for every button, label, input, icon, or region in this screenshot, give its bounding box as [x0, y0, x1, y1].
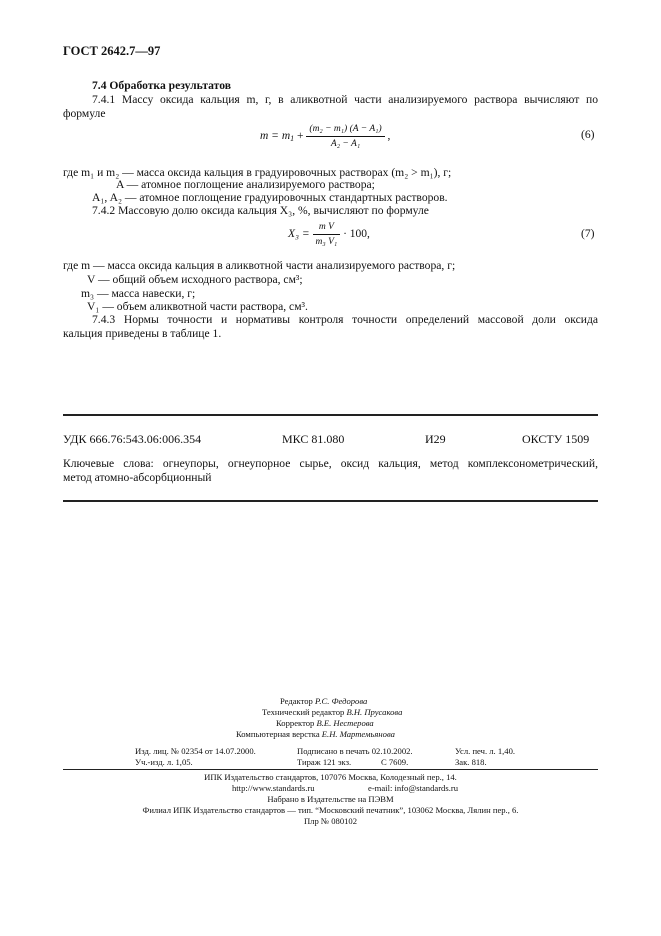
where-1-line3: A₁, A₂ — атомное поглощение градуировочных стандартных растворов. — [92, 191, 448, 204]
where-2-line3: m₃ — масса навески, г; — [81, 287, 196, 300]
where-1-line1: где m₁ и m₂ — масса оксида кальция в градуировочных растворах (m₂ > m₁), г; — [63, 166, 452, 179]
equation-6-denominator: A₂ − A₁ — [330, 139, 361, 149]
equation-7-numerator: m V — [313, 222, 341, 235]
document-code: ГОСТ 2642.7—97 — [63, 44, 161, 58]
section-heading: 7.4 Обработка результатов — [92, 79, 231, 92]
order-code-c: С 7609. — [381, 757, 409, 767]
equation-7 — [288, 222, 370, 247]
equation-6 — [260, 124, 390, 149]
udk-code: УДК 666.76:543.06:006.354 — [63, 432, 202, 446]
editor-name: Р.С. Федорова — [315, 696, 368, 706]
print-run: Тираж 121 экз. — [297, 757, 352, 767]
where-2-line1: где m — масса оксида кальция в аликвотной части анализируемого раствора, г; — [63, 259, 456, 272]
paragraph-7-4-1-line1: 7.4.1 Массу оксида кальция m, г, в аликвотной части анализируемого раствора вычисляют по — [92, 93, 598, 106]
tech-editor-role: Технический редактор — [262, 707, 345, 717]
typeset-note: Набрано в Издательстве на ПЭВМ — [267, 794, 394, 804]
mks-code: МКС 81.080 — [282, 432, 345, 446]
imprint-tech-editor — [262, 707, 402, 718]
paragraph-7-4-3-line1: 7.4.3 Нормы точности и нормативы контроля точности определений массовой доли оксида — [92, 313, 598, 326]
imprint-rule — [63, 769, 598, 770]
equation-6-lhs: m = m — [260, 130, 291, 143]
where-1-line2: A — атомное поглощение анализируемого раствора; — [116, 178, 375, 191]
publisher-sheets: Уч.-изд. л. 1,05. — [135, 757, 193, 767]
proofreader-name: В.Е. Нестерова — [316, 718, 374, 728]
publisher-email[interactable]: e-mail: info@standards.ru — [368, 783, 459, 793]
where-2-line2: V — общий объем исходного раствора, см³; — [87, 273, 303, 286]
equation-7-number: (7) — [581, 227, 595, 240]
equation-6-plus: + — [297, 130, 304, 143]
equation-6-number: (6) — [581, 128, 595, 141]
equation-7-fraction — [313, 222, 341, 247]
print-sheets: Усл. печ. л. 1,40. — [455, 746, 516, 756]
equation-6-lhs-sub: 1 — [290, 134, 295, 144]
paragraph-7-4-3-line2: кальция приведены в таблице 1. — [63, 327, 222, 340]
publisher-website[interactable]: http://www.standards.ru — [232, 783, 315, 793]
group-code: И29 — [425, 432, 446, 446]
signed-to-print: Подписано в печать 02.10.2002. — [297, 746, 413, 756]
paragraph-7-4-1-line2: формуле — [63, 107, 106, 120]
branch-address: Филиал ИПК Издательство стандартов — тип. “Московский печатник”, 103062 Москва, Лялин пер., 6. — [142, 805, 519, 815]
proofreader-role: Корректор — [276, 718, 315, 728]
tech-editor-name: В.Н. Прусакова — [346, 707, 403, 717]
equation-7-tail: · 100, — [343, 228, 370, 241]
equation-7-denominator: m₃ V₁ — [315, 237, 338, 247]
publisher-address: ИПК Издательство стандартов, 107076 Москва, Колодезный пер., 14. — [204, 772, 457, 782]
layout-role: Компьютерная верстка — [236, 729, 320, 739]
equation-7-lhs: X₃ = — [288, 228, 310, 241]
keywords-line1: Ключевые слова: огнеупоры, огнеупорное сырье, оксид кальция, метод комплексонометрический, — [63, 457, 598, 470]
bottom-rule — [63, 500, 598, 502]
editor-role: Редактор — [280, 696, 313, 706]
imprint-layout — [236, 729, 395, 740]
equation-6-numerator: (m₂ − m₁) (A − A₁) — [306, 124, 384, 137]
layout-name: Е.Н. Мартемьянова — [321, 729, 395, 739]
imprint-proofreader — [276, 718, 374, 729]
keywords-line2: метод атомно-абсорбционный — [63, 471, 212, 484]
paragraph-7-4-2: 7.4.2 Массовую долю оксида кальция X₃, %, вычисляют по формуле — [92, 204, 429, 217]
where-2-line4: V₁ — объем аликвотной части раствора, см³. — [87, 300, 308, 313]
equation-6-fraction — [306, 124, 384, 149]
plr-number: Плр № 080102 — [303, 816, 358, 826]
okstu-code: ОКСТУ 1509 — [522, 432, 590, 446]
top-rule — [63, 414, 598, 416]
order-number: Зак. 818. — [455, 757, 487, 767]
imprint-editor — [280, 696, 367, 707]
equation-6-tail: , — [387, 130, 391, 143]
license-info: Изд. лиц. № 02354 от 14.07.2000. — [135, 746, 256, 756]
